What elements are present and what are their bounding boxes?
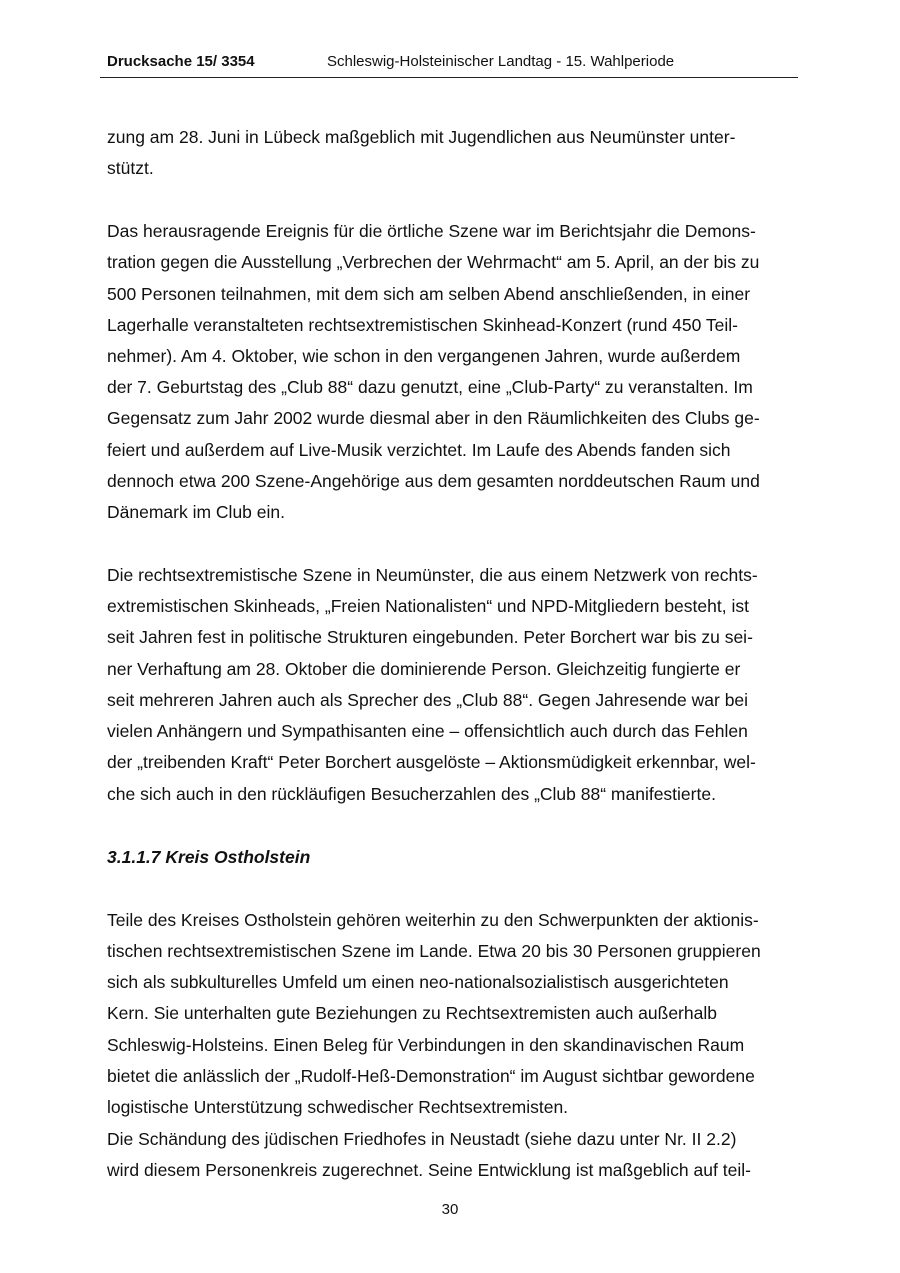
text-line: Kern. Sie unterhalten gute Beziehungen zu Rechtsextremisten auch außerhalb	[107, 1003, 717, 1023]
text-line: dennoch etwa 200 Szene-Angehörige aus dem gesamten norddeutschen Raum und	[107, 471, 760, 491]
text-line: Teile des Kreises Ostholstein gehören weiterhin zu den Schwerpunkten der aktionis-	[107, 910, 759, 930]
text-line: stützt.	[107, 158, 154, 178]
text-line: 500 Personen teilnahmen, mit dem sich am selben Abend anschließenden, in einer	[107, 284, 751, 304]
text-line: nehmer). Am 4. Oktober, wie schon in den vergangenen Jahren, wurde außerdem	[107, 346, 741, 366]
text-line: extremistischen Skinheads, „Freien Nationalisten“ und NPD-Mitgliedern besteht, ist	[107, 596, 749, 616]
section-heading: 3.1.1.7 Kreis Ostholstein	[107, 847, 311, 867]
text-line: che sich auch in den rückläufigen Besucherzahlen des „Club 88“ manifestierte.	[107, 784, 716, 804]
page-number: 30	[441, 1201, 459, 1218]
text-line: der 7. Geburtstag des „Club 88“ dazu genutzt, eine „Club-Party“ zu veranstalten. Im	[107, 377, 753, 397]
text-line: bietet die anlässlich der „Rudolf-Heß-Demonstration“ im August sichtbar gewordene	[107, 1066, 755, 1086]
text-line: Die Schändung des jüdischen Friedhofes in Neustadt (siehe dazu unter Nr. II 2.2)	[107, 1129, 737, 1149]
text-line: Gegensatz zum Jahr 2002 wurde diesmal aber in den Räumlichkeiten des Clubs ge-	[107, 408, 760, 428]
text-line: wird diesem Personenkreis zugerechnet. Seine Entwicklung ist maßgeblich auf teil-	[107, 1160, 751, 1180]
document-number: Drucksache 15/ 3354	[107, 53, 255, 70]
text-line: Schleswig-Holsteins. Einen Beleg für Verbindungen in den skandinavischen Raum	[107, 1035, 745, 1055]
text-line: Dänemark im Club ein.	[107, 502, 285, 522]
text-line: seit mehreren Jahren auch als Sprecher des „Club 88“. Gegen Jahresende war bei	[107, 690, 749, 710]
text-line: seit Jahren fest in politische Strukturen eingebunden. Peter Borchert war bis zu sei-	[107, 627, 753, 647]
text-line: Lagerhalle veranstalteten rechtsextremistischen Skinhead-Konzert (rund 450 Teil-	[107, 315, 738, 335]
text-line: zung am 28. Juni in Lübeck maßgeblich mit Jugendlichen aus Neumünster unter-	[107, 127, 736, 147]
text-line: Das herausragende Ereignis für die örtliche Szene war im Berichtsjahr die Demons-	[107, 221, 756, 241]
text-line: ner Verhaftung am 28. Oktober die dominierende Person. Gleichzeitig fungierte er	[107, 659, 741, 679]
document-header-title: Schleswig-Holsteinischer Landtag - 15. Wahlperiode	[327, 53, 675, 70]
text-line: logistische Unterstützung schwedischer Rechtsextremisten.	[107, 1097, 569, 1117]
text-line: tischen rechtsextremistischen Szene im Lande. Etwa 20 bis 30 Personen gruppieren	[107, 941, 761, 961]
text-line: vielen Anhängern und Sympathisanten eine – offensichtlich auch durch das Fehlen	[107, 721, 748, 741]
text-line: sich als subkulturelles Umfeld um einen neo-nationalsozialistisch ausgerichteten	[107, 972, 729, 992]
text-line: tration gegen die Ausstellung „Verbrechen der Wehrmacht“ am 5. April, an der bis zu	[107, 252, 760, 272]
header-rule	[100, 77, 798, 78]
text-line: Die rechtsextremistische Szene in Neumünster, die aus einem Netzwerk von rechts-	[107, 565, 758, 585]
text-line: feiert und außerdem auf Live-Musik verzichtet. Im Laufe des Abends fanden sich	[107, 440, 731, 460]
text-line: der „treibenden Kraft“ Peter Borchert ausgelöste – Aktionsmüdigkeit erkennbar, wel-	[107, 752, 756, 772]
